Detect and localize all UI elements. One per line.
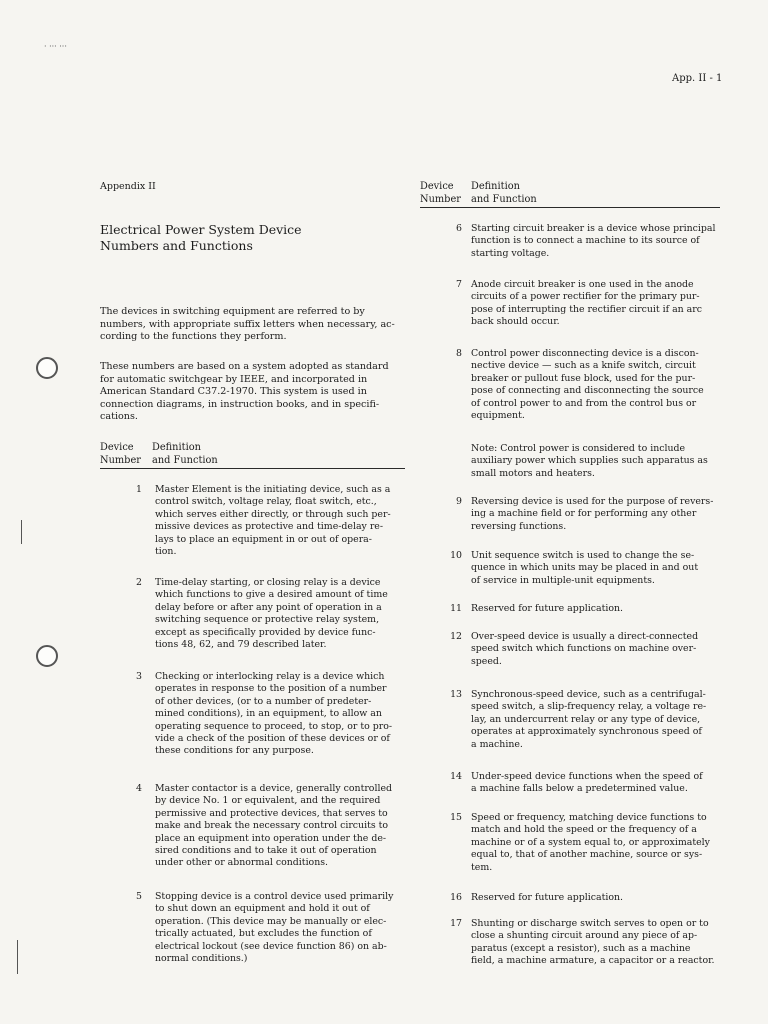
number-header: Number [420,193,461,205]
definition-line: tem. [471,861,493,873]
punch-hole-top [36,357,58,379]
definition-line: Unit sequence switch is used to change the se- [471,550,695,561]
device-definition [471,631,733,668]
definition-line: reversing functions. [471,520,567,532]
device-definition [471,918,733,968]
definition-line: Time-delay starting, or closing relay is a device [155,577,381,588]
definition-line: function is to connect a machine to its source of [471,235,700,247]
device-number: 10 [450,550,462,561]
definition-line: missive devices as protective and time-delay re- [155,521,384,533]
device-definition [155,783,413,870]
device-number: 2 [136,577,142,588]
definition-line: Under-speed device functions when the speed of [471,771,703,782]
definition-line: Over-speed device is usually a direct-connected [471,631,699,642]
definition-line: tion. [155,546,177,558]
device-entry-17 [440,918,733,968]
definition-line: auxiliary power which supplies such apparatus as [471,455,708,467]
device-number: 14 [450,771,462,782]
left-column-header [100,442,405,467]
document-title [100,222,360,254]
definition-line: ing a machine field or for performing any other [471,508,697,520]
column-header-rule [100,468,405,469]
definition-header: Definition [152,442,201,453]
definition-line: machine or of a system equal to, or approximately [471,836,710,848]
device-number: 4 [136,783,142,794]
device-entry-4 [120,783,413,870]
definition-line: which serves either directly, or through such per- [155,508,391,520]
definition-line: lay, an undercurrent relay or any type of device, [471,713,701,725]
device-number: 1 [136,484,142,495]
definition-line: speed. [471,655,502,667]
definition-line: breaker or pullout fuse block, used for the pur- [471,372,696,384]
definition-line: make and break the necessary control circuits to [155,820,389,832]
definition-line: match and hold the speed or the frequency of a [471,824,697,836]
device-header: Device [100,442,134,453]
definition-line: a machine falls below a predetermined value. [471,783,688,795]
definition-line: operating sequence to proceed, to stop, or to pro- [155,720,393,732]
definition-line: circuits of a power rectifier for the primary pur- [471,291,700,303]
definition-line: lays to place an equipment in or out of opera- [155,533,372,545]
device-definition [471,689,733,751]
device-entry-13 [440,689,733,751]
device-entry-5 [120,891,413,965]
definition-line: quence in which units may be placed in and out [471,562,699,574]
text-line: cations. [100,411,138,423]
definition-line: Starting circuit breaker is a device whose principal [471,223,716,234]
device-entry-15 [440,812,733,874]
definition-line: switching sequence or protective relay system, [155,614,380,626]
device-number: 16 [450,892,462,903]
number-header: Number [100,454,141,466]
device-definition [471,223,733,260]
text-line: cording to the functions they perform. [100,331,287,343]
device-number: 3 [136,671,142,682]
title-line: Numbers and Functions [100,238,253,253]
definition-line: except as specifically provided by device func- [155,626,376,638]
definition-line: electrical lockout (see device function 86) on ab- [155,940,387,952]
definition-line: Synchronous-speed device, such as a centrifugal- [471,689,706,700]
definition-line: pose of connecting and disconnecting the source [471,385,704,397]
column-header-rule [420,207,720,208]
device-definition [155,484,413,558]
text-line: numbers, with appropriate suffix letters when necessary, ac- [100,318,395,330]
margin-mark [21,520,22,544]
definition-line: to shut down an equipment and hold it out of [155,903,370,915]
text-line: for automatic switchgear by IEEE, and incorporated in [100,373,368,385]
device-entry-6 [440,223,733,260]
device-number: 9 [456,496,462,507]
definition-line: field, a machine armature, a capacitor or a reactor. [471,955,715,967]
definition-line: starting voltage. [471,247,550,259]
definition-line: a machine. [471,738,523,750]
intro-paragraph [100,361,410,424]
definition-line: back should occur. [471,316,560,328]
function-header: and Function [471,193,537,205]
punch-hole-bottom [36,645,58,667]
definition-line: small motors and heaters. [471,467,595,479]
function-header: and Function [152,454,218,466]
device-entry-11 [440,603,733,615]
device-entry-10 [440,550,733,587]
device-header: Device [420,181,454,192]
definition-line: these conditions for any purpose. [155,745,314,757]
device-entry-8 [440,348,733,422]
definition-line: paratus (except a resistor), such as a machine [471,942,691,954]
definition-line: Checking or interlocking relay is a device which [155,671,385,682]
device-definition [155,671,413,758]
definition-line: Control power disconnecting device is a discon- [471,348,699,359]
device-entry-14 [440,771,733,796]
definition-line: by device No. 1 or equivalent, and the required [155,795,381,807]
definition-line: pose of interrupting the rectifier circuit if an arc [471,303,703,315]
device-entry-12 [440,631,733,668]
definition-line: mined conditions), in an equipment, to allow an [155,708,382,720]
definition-line: Note: Control power is considered to include [471,443,686,454]
definition-line: trically actuated, but excludes the function of [155,928,372,940]
definition-line: operates at approximately synchronous speed of [471,726,702,738]
appendix-label: Appendix II [100,181,156,192]
device-definition [471,771,733,796]
definition-line: Shunting or discharge switch serves to open or to [471,918,709,929]
definition-line: equipment. [471,410,525,422]
definition-line: speed switch which functions on machine over- [471,643,697,655]
definition-line: nective device — such as a knife switch, circuit [471,360,696,372]
device-definition [471,892,733,904]
device-number: 13 [450,689,462,700]
device-number: 6 [456,223,462,234]
definition-line: of control power to and from the control bus or [471,397,697,409]
definition-line: of service in multiple-unit equipments. [471,574,655,586]
device-number: 5 [136,891,142,902]
scan-marks: · ··· ··· [44,42,67,51]
definition-line: under other or abnormal conditions. [155,857,329,869]
definition-line: vide a check of the position of these devices or of [155,733,390,745]
definition-line: Reserved for future application. [471,603,624,614]
definition-line: equal to, that of another machine, source or sys- [471,849,703,861]
device-definition [155,577,413,651]
definition-line: of other devices, (or to a number of predeter- [155,695,372,707]
device-definition [471,348,733,422]
intro-paragraph [100,306,410,344]
right-column-header [420,181,720,206]
definition-line: Reversing device is used for the purpose of revers- [471,496,714,507]
device-number: 7 [456,279,462,290]
definition-line: speed switch, a slip-frequency relay, a voltage re- [471,701,707,713]
definition-line: Stopping device is a control device used primarily [155,891,394,902]
device-definition [471,812,733,874]
definition-line: normal conditions.) [155,953,248,965]
text-line: American Standard C37.2-1970. This system is used in [100,386,367,398]
device-definition [471,443,733,480]
definition-line: Anode circuit breaker is one used in the anode [471,279,694,290]
device-number: 8 [456,348,462,359]
margin-mark [17,940,18,974]
text-line: The devices in switching equipment are referred to by [100,306,365,317]
device-entry-2 [120,577,413,651]
device-entry-16 [440,892,733,904]
device-definition [471,550,733,587]
device-entry-9 [440,496,733,533]
definition-line: Master Element is the initiating device, such as a [155,484,391,495]
page-number: App. II - 1 [672,73,723,84]
device-number: 12 [450,631,462,642]
text-line: These numbers are based on a system adopted as standard [100,361,389,372]
device-definition [471,496,733,533]
device-entry-7 [440,279,733,329]
device-entry-1 [120,484,413,558]
text-line: connection diagrams, in instruction books, and in specifi- [100,398,380,410]
device-number: 11 [450,603,462,614]
device-entry-3 [120,671,413,758]
definition-line: close a shunting circuit around any piece of ap- [471,930,698,942]
device-definition [471,279,733,329]
device-number: 17 [450,918,462,929]
definition-header: Definition [471,181,520,192]
definition-line: Speed or frequency, matching device functions to [471,812,707,823]
device-note [440,443,733,480]
definition-line: operates in response to the position of a number [155,683,387,695]
definition-line: tions 48, 62, and 79 described later. [155,639,327,651]
definition-line: sired conditions and to take it out of operation [155,845,377,857]
definition-line: Master contactor is a device, generally controlled [155,783,393,794]
device-definition [155,891,413,965]
definition-line: place an equipment into operation under the de- [155,832,387,844]
device-number: 15 [450,812,462,823]
definition-line: control switch, voltage relay, float switch, etc., [155,496,377,508]
device-definition [471,603,733,615]
definition-line: permissive and protective devices, that serves to [155,807,388,819]
definition-line: delay before or after any point of operation in a [155,601,382,613]
definition-line: Reserved for future application. [471,892,624,903]
title-line: Electrical Power System Device [100,222,302,237]
definition-line: which functions to give a desired amount of time [155,589,388,601]
definition-line: operation. (This device may be manually or elec- [155,915,387,927]
